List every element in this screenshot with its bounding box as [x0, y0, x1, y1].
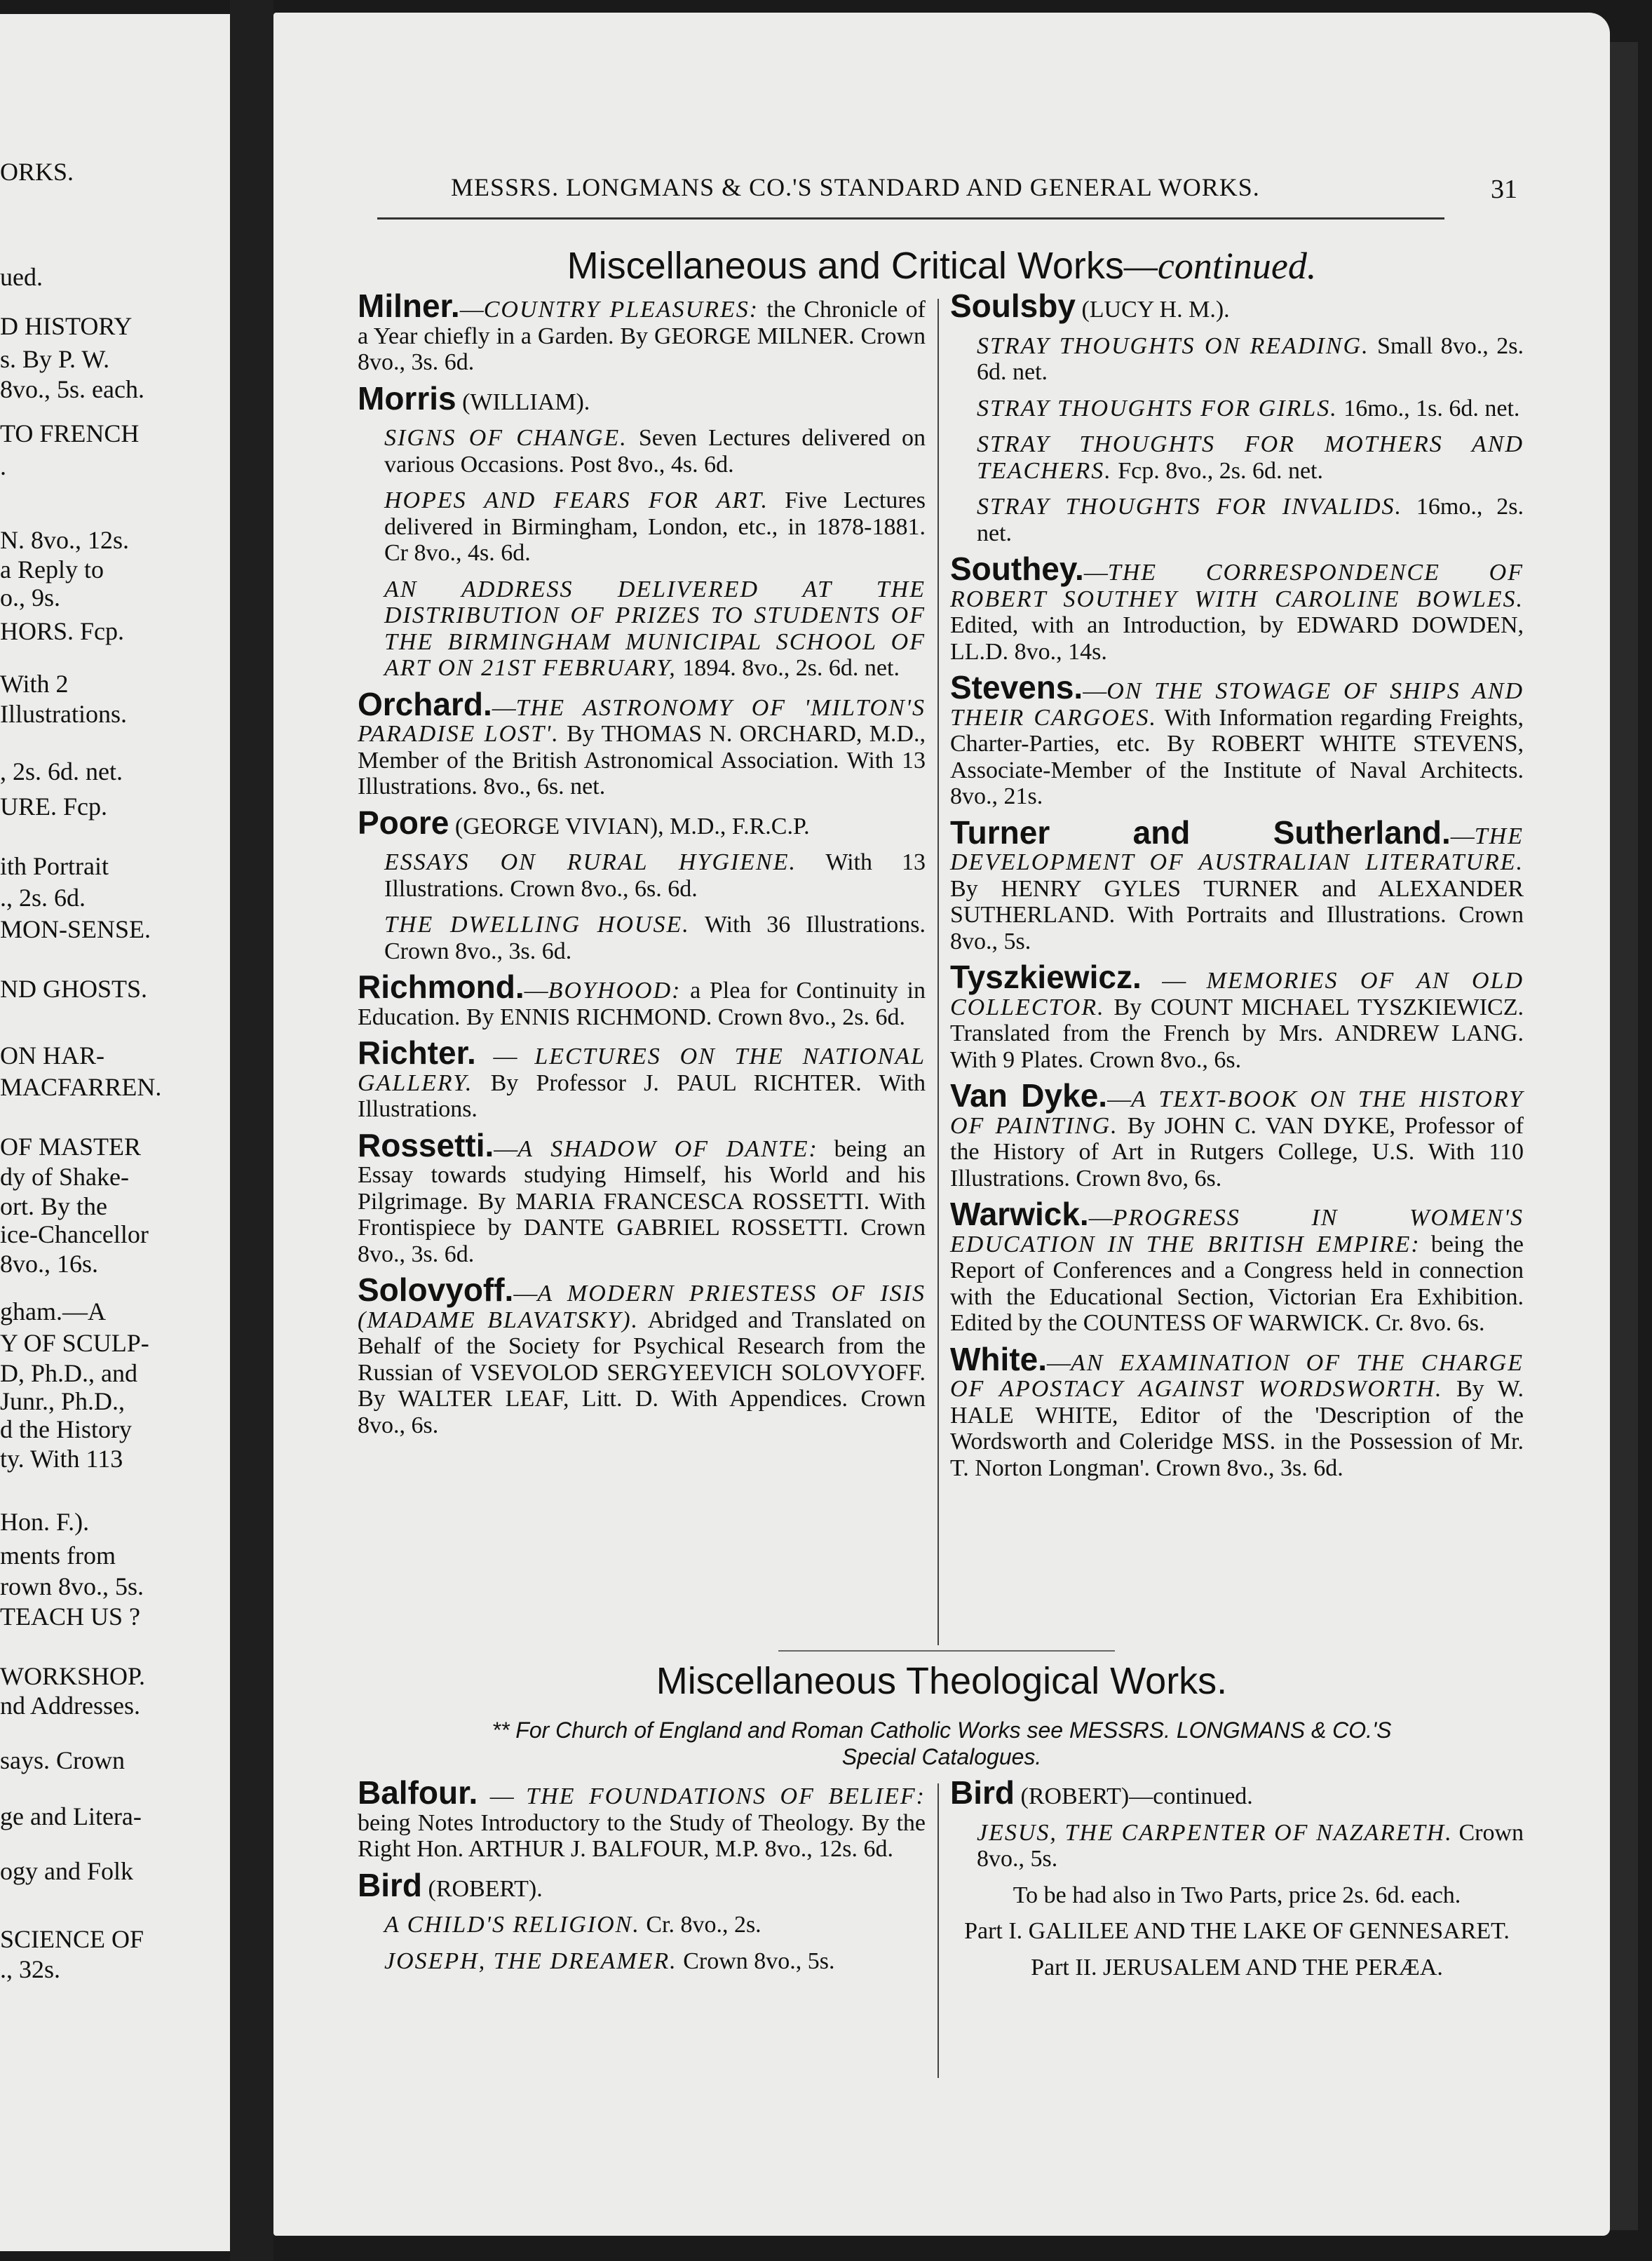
left-page-fragment: SCIENCE OF	[0, 1925, 144, 1953]
book-title: THE CORRESPONDENCE OF ROBERT SOUTHEY WITH CAROLINE BOWLES.	[950, 560, 1524, 612]
author-name: Solovyoff.	[358, 1271, 514, 1308]
author-detail: —	[492, 694, 516, 721]
author-detail: —	[513, 1281, 538, 1307]
catalogue-entry	[358, 1912, 926, 1938]
catalogue-entry	[358, 379, 926, 417]
section-title-critical	[273, 244, 1610, 288]
author-detail: (ROBERT)—continued.	[1015, 1783, 1253, 1809]
section-title-text: Miscellaneous and Critical Works	[567, 245, 1124, 287]
book-description: 1894. 8vo., 2s. 6d. net.	[676, 655, 900, 681]
catalogue-entry	[950, 431, 1524, 484]
left-page-fragment: ments from	[0, 1541, 116, 1570]
left-page-fragment: TEACH US ?	[0, 1602, 140, 1631]
left-page-fragment: 8vo., 16s.	[0, 1250, 99, 1278]
catalogue-entry	[950, 959, 1524, 1073]
book-description: being an Essay towards studying Himself, his World and his Pilgrimage. By MARIA FRANCESCA ROSSETTI. With Frontispiece by DANTE GABRIEL ROSSETTI. Crown 8vo., 3s. 6d.	[358, 1135, 926, 1267]
running-header: MESSRS. LONGMANS & CO.'S STANDARD AND GENERAL WORKS.	[451, 173, 1260, 201]
author-name: Stevens.	[950, 669, 1083, 706]
left-page-fragment: ., 32s.	[0, 1955, 61, 1983]
catalogue-note	[273, 1717, 1610, 1770]
author-name: Richmond.	[358, 968, 524, 1005]
page-number: 31	[1491, 175, 1517, 204]
author-name: Milner.	[358, 288, 460, 324]
author-detail: —	[1141, 968, 1207, 994]
author-detail: —	[1450, 823, 1475, 849]
author-name: Bird	[950, 1774, 1015, 1811]
left-page-fragment: ty. With 113	[0, 1445, 123, 1473]
left-page-fragment: MON-SENSE.	[0, 915, 151, 943]
catalogue-entry	[358, 1948, 926, 1975]
book-title: SIGNS OF CHANGE.	[384, 425, 628, 451]
column-divider-2	[937, 1783, 939, 2078]
catalogue-entry	[358, 912, 926, 964]
left-page-fragment: WORKSHOP.	[0, 1662, 146, 1690]
book-title: AN ADDRESS DELIVERED AT THE DISTRIBUTION OF PRIZES TO STUDENTS OF THE BIRMINGHAM MUNICIPAL SCHOOL OF ART ON 21ST FEBRUARY,	[384, 576, 926, 681]
left-page-fragment: nd Addresses.	[0, 1692, 140, 1720]
catalogue-entry	[950, 669, 1524, 810]
book-description: With 13 Illustrations. Crown 8vo., 6s. 6d.	[384, 849, 926, 902]
book-description: By THOMAS N. ORCHARD, M.D., Member of the British Astronomical Association. With 13 Illustrations. 8vo., 6s. net.	[358, 721, 926, 799]
left-page-fragment: s. By P. W.	[0, 345, 110, 373]
catalogue-entry	[950, 551, 1524, 665]
book-description: Seven Lectures delivered on various Occasions. Post 8vo., 4s. 6d.	[384, 425, 926, 478]
catalogue-entry	[358, 288, 926, 376]
catalogue-entry	[358, 576, 926, 682]
book-description: being Notes Introductory to the Study of Theology. By the Right Hon. ARTHUR J. BALFOUR, M.P. 8vo., 12s. 6d.	[358, 1809, 926, 1862]
author-detail: —	[475, 1044, 535, 1069]
book-title: STRAY THOUGHTS ON READING.	[977, 332, 1369, 359]
author-name: Van Dyke.	[950, 1077, 1108, 1114]
left-page-fragment: ., 2s. 6d.	[0, 884, 86, 912]
book-description: Five Lectures delivered in Birmingham, London, etc., in 1878-1881. Cr 8vo., 4s. 6d.	[384, 487, 926, 566]
book-description: Edited, with an Introduction, by EDWARD DOWDEN, LL.D. 8vo., 14s.	[950, 612, 1524, 665]
catalogue-entry	[358, 1866, 926, 1903]
left-page-fragment: rown 8vo., 5s.	[0, 1572, 144, 1600]
column-right	[950, 288, 1524, 1491]
book-description: With 36 Illustrations. Crown 8vo., 3s. 6d.	[384, 912, 926, 964]
author-detail: —	[1107, 1086, 1132, 1112]
catalogue-entry	[358, 1034, 926, 1123]
catalogue-entry	[358, 849, 926, 902]
author-detail: (GEORGE VIVIAN), M.D., F.R.C.P.	[449, 813, 810, 839]
left-page-fragment: ice-Chancellor	[0, 1220, 149, 1248]
left-page-fragment: ith Portrait	[0, 852, 109, 880]
book-description: the Chronicle of a Year chiefly in a Garden. By GEORGE MILNER. Crown 8vo., 3s. 6d.	[358, 297, 926, 375]
book-description: Crown 8vo., 5s.	[977, 1819, 1524, 1872]
catalogue-entry	[358, 804, 926, 841]
catalogue-entry	[358, 1774, 926, 1863]
catalogue-entry	[950, 1774, 1524, 1811]
catalogue-entry	[950, 396, 1524, 422]
book-description: By JOHN C. VAN DYKE, Professor of the History of Art in Rutgers College, U.S. With 110 Illustrations. Crown 8vo, 6s.	[950, 1112, 1524, 1192]
left-page-fragment: With 2	[0, 670, 69, 698]
author-name: Tyszkiewicz.	[950, 959, 1142, 995]
book-title: THE DEVELOPMENT OF AUSTRALIAN LITERATURE.	[950, 823, 1524, 875]
book-title: HOPES AND FEARS FOR ART.	[384, 487, 769, 513]
book-description: Part II. JERUSALEM AND THE PERÆA.	[1031, 1954, 1443, 1980]
left-page-fragment: ogy and Folk	[0, 1857, 134, 1885]
catalogue-entry	[950, 333, 1524, 386]
book-description: Cr. 8vo., 2s.	[639, 1912, 761, 1938]
book-description: By Professor J. PAUL RICHTER. With Illustrations.	[358, 1069, 926, 1122]
book-description: 16mo., 1s. 6d. net.	[1337, 395, 1520, 421]
book-description: Small 8vo., 2s. 6d. net.	[977, 332, 1524, 385]
section-title-continued: —continued.	[1123, 245, 1317, 287]
left-page-fragment: D, Ph.D., and	[0, 1359, 137, 1387]
author-name: Balfour.	[358, 1774, 478, 1811]
book-description: Fcp. 8vo., 2s. 6d. net.	[1111, 457, 1323, 484]
left-page-fragment: o., 9s.	[0, 583, 61, 612]
catalogue-entry	[950, 1077, 1524, 1192]
author-detail: —	[459, 297, 484, 323]
book-description: By COUNT MICHAEL TYSZKIEWICZ. Translated from the French by Mrs. ANDREW LANG. With 9 Plates. Crown 8vo., 6s.	[950, 994, 1524, 1073]
left-page-fragment: ued.	[0, 263, 43, 291]
book-title: STRAY THOUGHTS FOR INVALIDS.	[977, 494, 1403, 520]
author-name: Soulsby	[950, 288, 1076, 324]
left-page-fragment: OF MASTER	[0, 1133, 142, 1161]
author-detail: (LUCY H. M.).	[1075, 297, 1230, 323]
left-page-fragment: says. Crown	[0, 1746, 125, 1774]
left-page	[0, 14, 234, 2251]
catalogue-entry	[950, 288, 1524, 324]
left-page-fragment: URE. Fcp.	[0, 792, 107, 821]
book-spine	[230, 0, 273, 2261]
header-rule	[377, 217, 1444, 220]
catalogue-entry	[950, 814, 1524, 955]
author-detail: —	[494, 1135, 518, 1162]
book-title: A SHADOW OF DANTE:	[517, 1135, 818, 1162]
left-page-fragment: HORS. Fcp.	[0, 617, 125, 645]
book-title: A MODERN PRIESTESS OF ISIS (MADAME BLAVATSKY).	[358, 1281, 926, 1333]
catalogue-entry	[358, 968, 926, 1030]
book-description: By HENRY GYLES TURNER and ALEXANDER SUTHERLAND. With Portraits and Illustrations. Crown 8vo., 5s.	[950, 875, 1524, 954]
book-title: THE FOUNDATIONS OF BELIEF:	[526, 1783, 926, 1809]
author-detail: —	[1088, 1205, 1113, 1231]
left-page-fragment: Hon. F.).	[0, 1508, 90, 1536]
book-title: ON THE STOWAGE OF SHIPS AND THEIR CARGOES.	[950, 678, 1524, 731]
book-title: JESUS, THE CARPENTER OF NAZARETH.	[977, 1819, 1453, 1846]
catalogue-entry	[950, 1882, 1524, 1909]
author-detail: (ROBERT).	[422, 1875, 543, 1902]
book-title: ESSAYS ON RURAL HYGIENE.	[384, 849, 797, 875]
left-page-fragment: ND GHOSTS.	[0, 975, 148, 1003]
author-detail: —	[1083, 560, 1108, 586]
left-page-fragment: a Reply to	[0, 555, 104, 583]
book-title: JOSEPH, THE DREAMER.	[384, 1948, 677, 1974]
left-page-fragment: dy of Shake-	[0, 1163, 129, 1191]
left-page-fragment: ORKS.	[0, 158, 74, 186]
book-description: being the Report of Conferences and a Congress held in connection with the Educational Section, Victorian Era Exhibition. Edited by the COUNTESS OF WARWICK. Cr. 8vo. 6s.	[950, 1231, 1524, 1336]
book-description: Crown 8vo., 5s.	[677, 1948, 835, 1974]
author-name: Bird	[358, 1866, 422, 1903]
book-title: THE DWELLING HOUSE.	[384, 912, 690, 938]
column-theo-right	[950, 1774, 1524, 1990]
catalogue-entry	[950, 1196, 1524, 1337]
note-line-1: ** For Church of England and Roman Catholic Works see MESSRS. LONGMANS & CO.'S	[492, 1717, 1392, 1743]
right-page	[273, 13, 1610, 2236]
catalogue-entry	[358, 685, 926, 800]
book-description: With Information regarding Freights, Charter-Parties, etc. By ROBERT WHITE STEVENS, Associate-Member of the Institute of Naval Architects. 8vo., 21s.	[950, 704, 1524, 809]
note-line-2: Special Catalogues.	[841, 1744, 1042, 1769]
book-description: By W. HALE WHITE, Editor of the 'Description of the Wordsworth and Coleridge MSS. in the Possession of Mr. T. Norton Longman'. Crown 8vo., 3s. 6d.	[950, 1376, 1524, 1481]
left-page-fragment: TO FRENCH	[0, 419, 140, 447]
book-title: PROGRESS IN WOMEN'S EDUCATION IN THE BRITISH EMPIRE:	[950, 1205, 1524, 1257]
left-page-fragment: MACFARREN.	[0, 1073, 162, 1101]
section-divider	[778, 1650, 1115, 1652]
column-divider	[937, 299, 939, 1645]
author-detail: —	[524, 978, 548, 1004]
book-description: 16mo., 2s. net.	[977, 494, 1524, 546]
catalogue-entry	[950, 494, 1524, 546]
book-title: AN EXAMINATION OF THE CHARGE OF APOSTACY AGAINST WORDSWORTH.	[950, 1349, 1524, 1402]
author-name: Orchard.	[358, 685, 492, 722]
book-title: MEMORIES OF AN OLD COLLECTOR.	[950, 968, 1524, 1020]
author-name: Southey.	[950, 551, 1084, 587]
left-page-fragment: 8vo., 5s. each.	[0, 375, 144, 403]
catalogue-entry	[950, 1340, 1524, 1482]
author-name: Warwick.	[950, 1196, 1089, 1232]
left-page-fragment: gham.—A	[0, 1297, 106, 1325]
page-edge	[1610, 42, 1638, 2230]
left-page-fragment: .	[0, 452, 6, 480]
column-theo-left	[358, 1774, 926, 1984]
left-page-fragment: N. 8vo., 12s.	[0, 526, 130, 554]
book-description: Part I. GALILEE AND THE LAKE OF GENNESARET.	[964, 1918, 1510, 1944]
left-page-fragment: Y OF SCULP-	[0, 1329, 149, 1357]
author-name: Turner and Sutherland.	[950, 814, 1451, 851]
left-page-fragment: Junr., Ph.D.,	[0, 1387, 126, 1415]
section-title-theological: Miscellaneous Theological Works.	[656, 1660, 1228, 1702]
author-detail: (WILLIAM).	[456, 389, 590, 415]
book-description: a Plea for Continuity in Education. By ENNIS RICHMOND. Crown 8vo., 2s. 6d.	[358, 978, 926, 1030]
left-page-fragment: ge and Litera-	[0, 1802, 142, 1830]
catalogue-entry	[358, 425, 926, 478]
catalogue-entry	[358, 1271, 926, 1438]
catalogue-entry	[950, 1955, 1524, 1981]
author-detail: —	[1083, 678, 1107, 704]
book-title: BOYHOOD:	[548, 978, 682, 1004]
left-page-fragment: ort. By the	[0, 1192, 107, 1220]
left-page-fragment: , 2s. 6d. net.	[0, 757, 123, 785]
book-title: LECTURES ON THE NATIONAL GALLERY.	[358, 1044, 926, 1096]
author-name: Poore	[358, 804, 449, 841]
author-detail: —	[478, 1783, 527, 1809]
book-title: STRAY THOUGHTS FOR GIRLS.	[977, 395, 1338, 421]
author-name: Morris	[358, 379, 456, 417]
catalogue-entry	[950, 1820, 1524, 1872]
author-detail: —	[1046, 1349, 1071, 1376]
catalogue-entry	[358, 487, 926, 567]
catalogue-entry	[358, 1126, 926, 1268]
book-title: THE ASTRONOMY OF 'MILTON'S PARADISE LOST'.	[358, 694, 926, 747]
book-description: Abridged and Translated on Behalf of the Society for Psychical Research from the Russian of VSEVOLOD SERGYEEVICH SOLOVYOFF. By WALTER LEAF, Litt. D. With Appendices. Crown 8vo., 6s.	[358, 1307, 926, 1438]
left-page-fragment: d the History	[0, 1415, 132, 1443]
author-name: White.	[950, 1340, 1047, 1377]
author-name: Richter.	[358, 1034, 476, 1071]
book-description: To be had also in Two Parts, price 2s. 6d. each.	[1013, 1882, 1461, 1908]
catalogue-entry	[950, 1918, 1524, 1945]
book-title: A CHILD'S RELIGION.	[384, 1912, 640, 1938]
book-title: A TEXT-BOOK ON THE HISTORY OF PAINTING.	[950, 1086, 1524, 1139]
author-name: Rossetti.	[358, 1126, 494, 1163]
book-title: STRAY THOUGHTS FOR MOTHERS AND TEACHERS.	[977, 431, 1524, 484]
book-title: COUNTRY PLEASURES:	[483, 297, 759, 323]
left-page-fragment: ON HAR-	[0, 1041, 104, 1069]
column-left	[358, 288, 926, 1448]
left-page-fragment: Illustrations.	[0, 700, 127, 728]
left-page-fragment: D HISTORY	[0, 312, 133, 340]
